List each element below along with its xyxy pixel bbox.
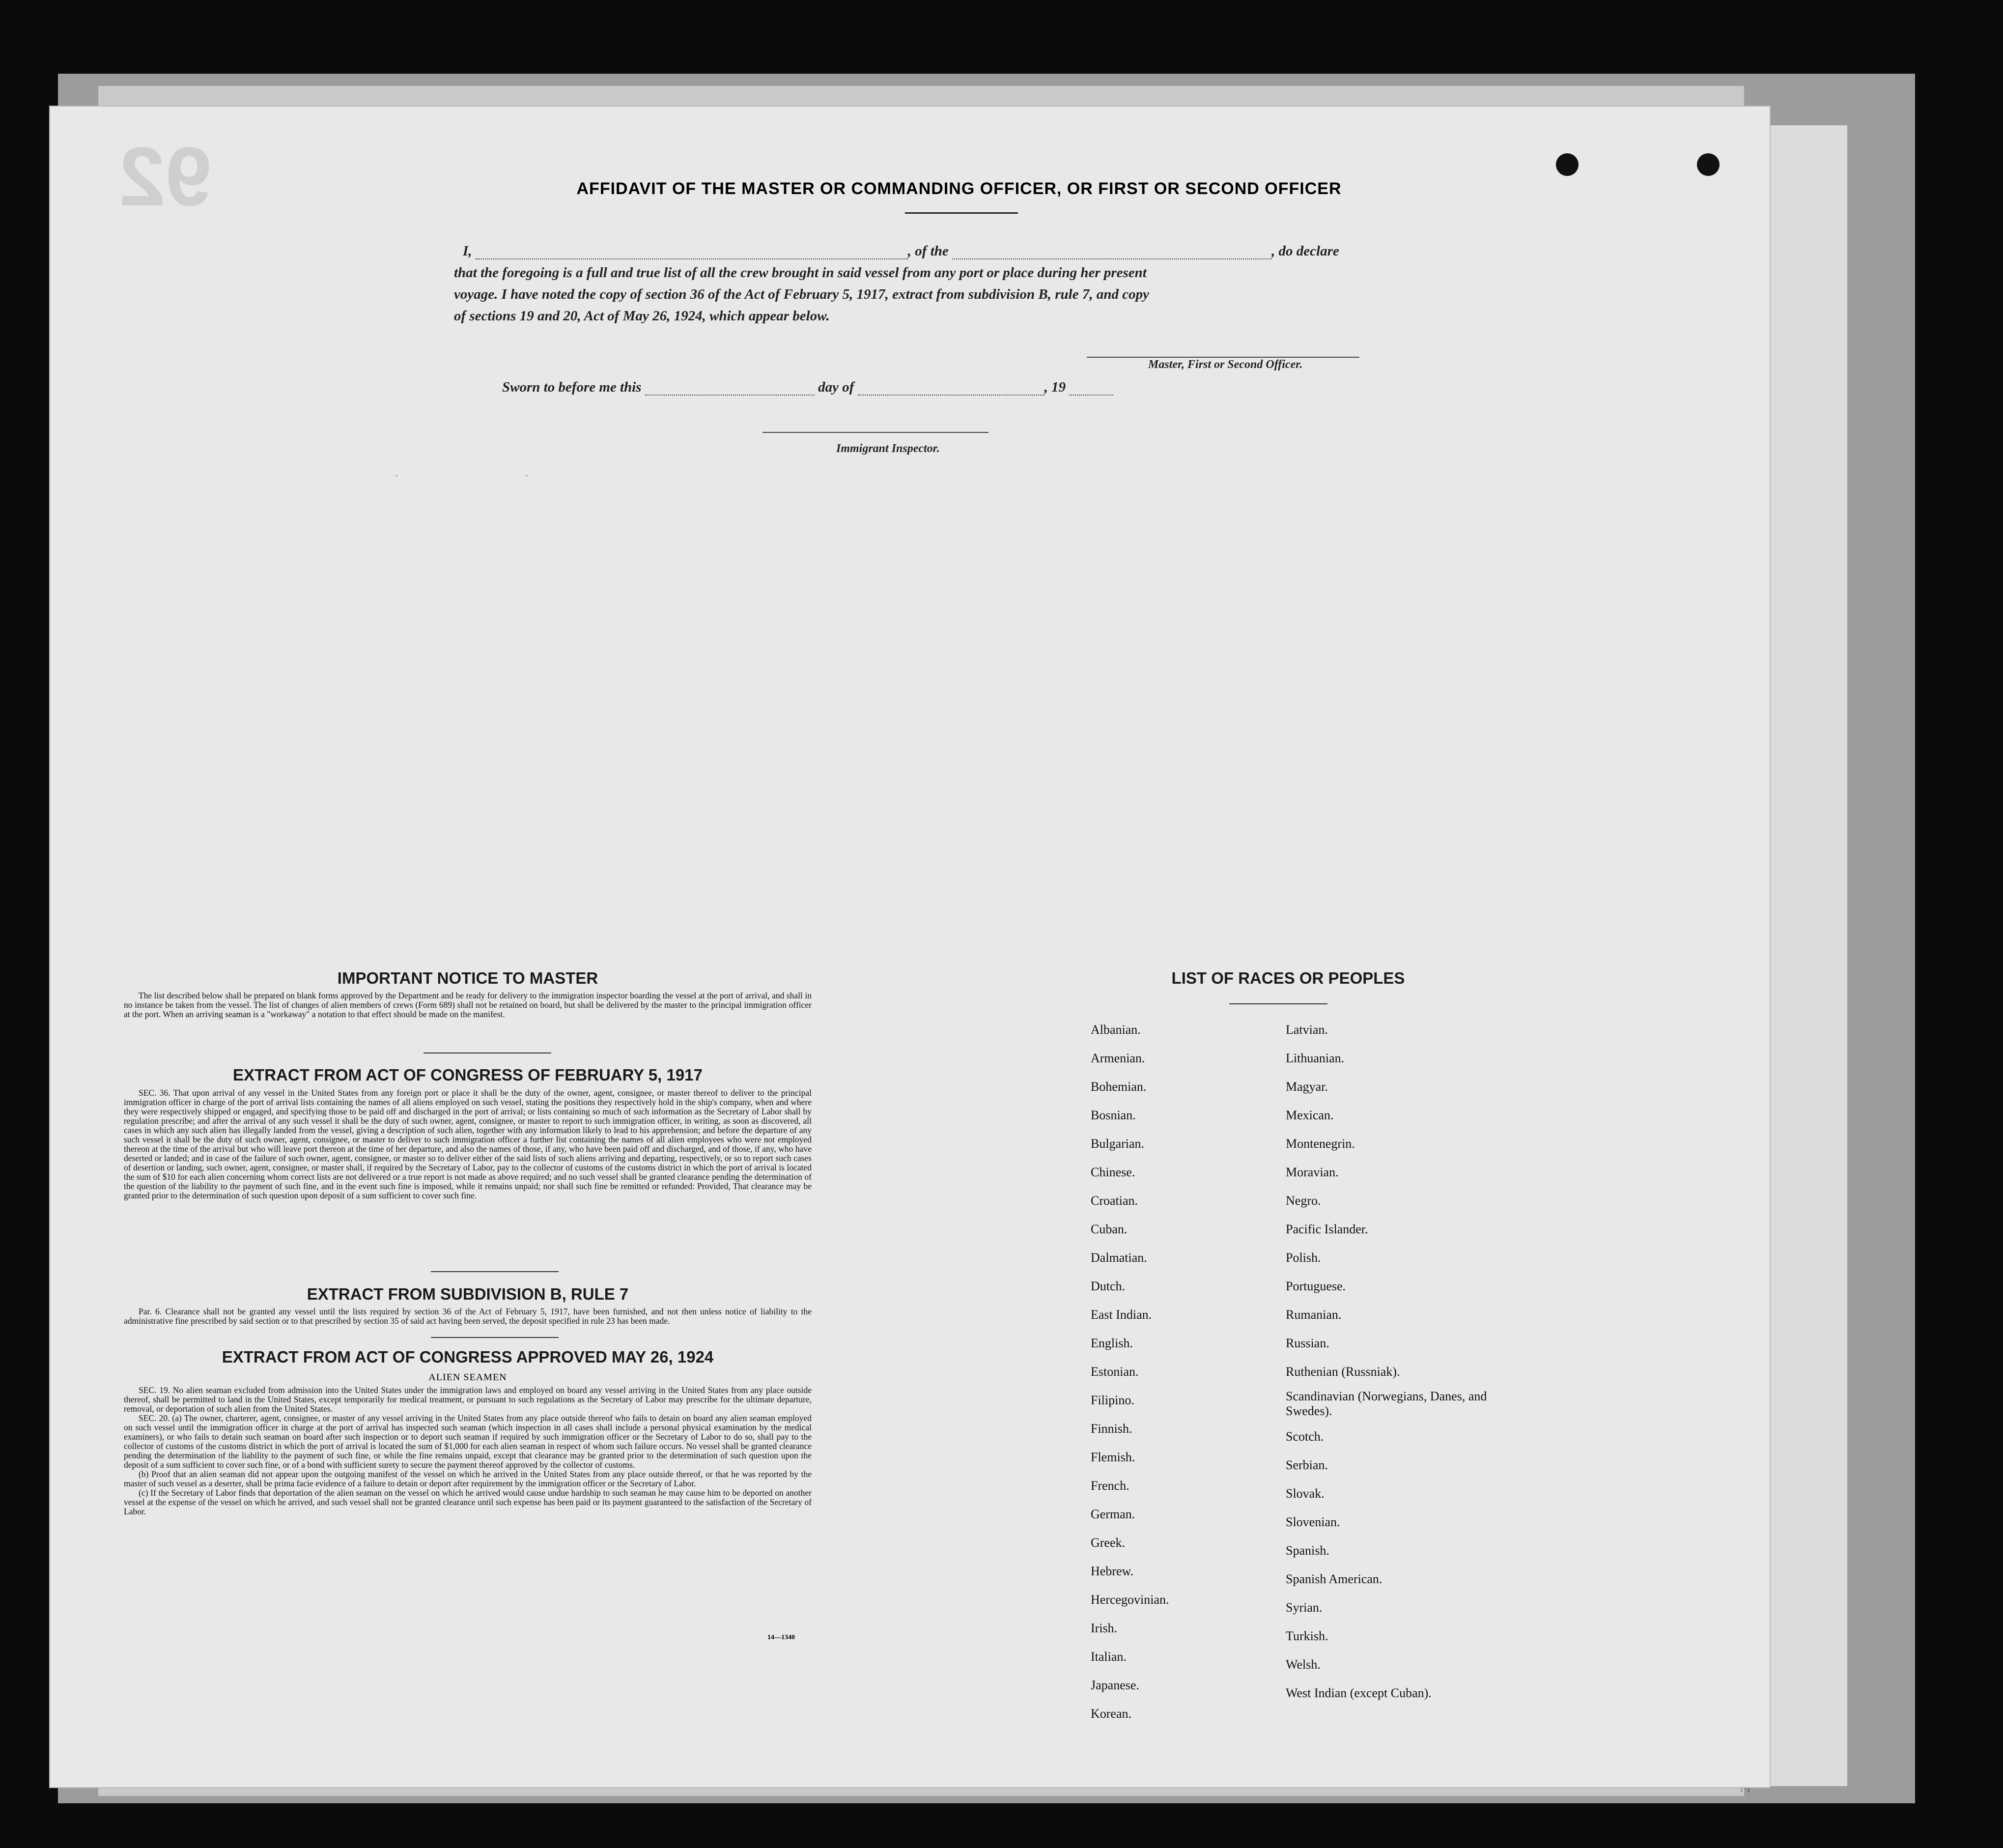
race-item: Dalmatian. [1091,1251,1147,1265]
races-left-column [1091,1016,1277,1728]
extract-1924-title: EXTRACT FROM ACT OF CONGRESS APPROVED MAY 26, 1924 [222,1348,714,1366]
extract-rule7-title: EXTRACT FROM SUBDIVISION B, RULE 7 [307,1285,629,1303]
extract-rule7-rule [431,1337,559,1338]
form-number: 14—1340 [767,1634,795,1641]
race-item: Croatian. [1091,1194,1138,1208]
race-item: Korean. [1091,1706,1132,1721]
race-item: Negro. [1286,1194,1321,1208]
race-item: Polish. [1286,1251,1321,1265]
race-item: German. [1091,1507,1135,1521]
race-item: Japanese. [1091,1678,1139,1692]
affidavit-line1: I, , of the , do declare [463,243,1339,259]
race-item: Hercegovinian. [1091,1592,1169,1607]
punch-hole [1697,153,1720,176]
race-item: Bohemian. [1091,1080,1147,1094]
race-item: Latvian. [1286,1023,1328,1037]
race-item: Slovak. [1286,1486,1325,1501]
race-item: Albanian. [1091,1023,1141,1037]
race-item: Flemish. [1091,1450,1135,1464]
punch-hole [1556,153,1579,176]
extract-1917-text: SEC. 36. That upon arrival of any vessel in the United States from any foreign port or place it shall be the duty of the owner, agent, consignee, or master thereof to deliver to the principal immigration officer in charge of the port of arrival lists containing the names of all aliens employed on such vessel, stating the positions they respectively hold in the ship's company, when and where they were respectively shipped or engaged, and specifying those to be paid off and discharged in the port of arrival; or lists containing so much of such information as the Secretary of Labor shall by regulation prescribe; and after the arrival of any such vessel it shall be the duty of such owner, agent, consignee, or master to report to such immigration officer, in writing, as soon as discovered, all cases in which any such alien has illegally landed from the vessel, giving a description of such alien, together with any information likely to lead to his apprehension; and before the departure of any such vessel it shall be the duty of such owner, agent, consignee, or master to deliver to such immigration officer a further list containing the names of all alien employees who were not employed thereon at the time of the arrival but who will leave port thereon at the time of her departure, and also the names of those, if any, who have been paid off and discharged, and of those, if any, who have deserted or landed; and in case of the failure of such owner, agent, consignee, or master so to deliver either of the said lists of such aliens arriving and departing, respectively, or so to report such cases of desertion or landing, such owner, agent, consignee, or master shall, if required by the Secretary of Labor, pay to the collector of customs of the customs district in which the port of arrival is located the sum of $10 for each alien concerning whom correct lists are not delivered or a true report is not made as above required; and no such vessel shall be granted clearance pending the determination of the question of the liability to the payment of such fine, and in the event such fine is imposed, while it remains unpaid; nor shall such fine be remitted or refunded: Provided, That clearance may be granted prior to the determination of such question upon deposit of a sum sufficient to cover such fine. [124,1088,812,1200]
race-item: Welsh. [1286,1657,1321,1672]
race-item: Bulgarian. [1091,1137,1145,1151]
extract-1924-subtitle: ALIEN SEAMEN [428,1372,507,1383]
race-item: Syrian. [1286,1600,1323,1615]
extract-1917-rule [431,1271,559,1272]
inspector-signature-label: Immigrant Inspector. [836,442,940,455]
affidavit-title: AFFIDAVIT OF THE MASTER OR COMMANDING OFFICER, OR FIRST OR SECOND OFFICER [576,179,1342,198]
race-item: Moravian. [1286,1165,1339,1179]
races-title: LIST OF RACES OR PEOPLES [1171,969,1405,987]
race-item: Slovenian. [1286,1515,1340,1529]
master-signature-label: Master, First or Second Officer. [1148,358,1303,371]
bleed-through-text: · · [394,468,530,484]
affidavit-line4: of sections 19 and 20, Act of May 26, 1924, which appear below. [454,308,830,324]
bleed-through-number: 92 [119,130,212,224]
race-item: Portuguese. [1286,1279,1346,1293]
affidavit-line3: voyage. I have noted the copy of section 36 of the Act of February 5, 1917, extract from subdivision B, rule 7, and copy [454,286,1149,302]
race-item: Irish. [1091,1621,1118,1635]
race-item: Lithuanian. [1286,1051,1345,1065]
race-item: Finnish. [1091,1422,1132,1436]
race-item: Estonian. [1091,1365,1139,1379]
race-item: Serbian. [1286,1458,1328,1472]
race-item: Mexican. [1286,1108,1334,1122]
race-item: Dutch. [1091,1279,1126,1293]
notice-title: IMPORTANT NOTICE TO MASTER [337,969,598,987]
affidavit-line2: that the foregoing is a full and true list of all the crew brought in said vessel from any port or place during her present [454,265,1147,281]
race-item: Ruthenian (Russniak). [1286,1365,1400,1379]
races-right-column [1286,1016,1507,1707]
sworn-line: Sworn to before me this day of , 19 [502,379,1239,396]
title-rule [905,212,1018,214]
extract-1924-text: SEC. 19. No alien seaman excluded from admission into the United States under the immigration laws and employed on board any vessel arriving in the United States from any place outside thereof, shall be permitted to land in the United States, except temporarily for medical treatment, or pursuant to such regulations as the Secretary of Labor may prescribe for the ultimate departure, removal, or deportation of such alien from the United States. SEC. 20. (a) The owner, charterer, agent, consignee, or master of any vessel arriving in the United States from any place outside thereof who fails to detain on board any alien seaman employed on such vessel until the immigration officer in charge at the port of arrival has inspected such seaman (which inspection in all cases shall include a personal physical examination by the medical examiners), or who fails to detain such seaman on board after such inspection or to deport such seaman if required by such immigration officer or the Secretary of Labor to do so, shall pay to the collector of customs of the customs district in which the port of arrival is located the sum of $1,000 for each alien seaman in respect of whom such failure occurs. No vessel shall be granted clearance pending the determination of the liability to the payment of such fine, or while the fine remains unpaid, except that clearance may be granted prior to the determination of such question upon the deposit of a sum sufficient to cover such fine, or of a bond with sufficient surety to secure the payment thereof approved by the collector of customs. (b) Proof that an alien seaman did not appear upon the outgoing manifest of the vessel on which he arrived in the United States from any place outside thereof, or that he was reported by the master of such vessel as a deserter, shall be prima facie evidence of a failure to detain or deport after requirement by the immigration officer or the Secretary of Labor. (c) If the Secretary of Labor finds that deportation of the alien seaman on the vessel on which he arrived would cause undue hardship to such seaman he may cause him to be deported on another vessel at the expense of the vessel on which he arrived, and such vessel shall not be granted clearance until such expense has been paid or its payment guaranteed to the satisfaction of the Secretary of Labor. [124,1385,812,1516]
races-rule [1229,1003,1327,1004]
race-item: Filipino. [1091,1393,1134,1407]
race-item: Hebrew. [1091,1564,1134,1578]
race-item: Bosnian. [1091,1108,1136,1122]
race-item: Montenegrin. [1286,1137,1355,1151]
race-item: Scandinavian (Norwegians, Danes, and Swedes). [1286,1389,1487,1418]
race-item: French. [1091,1478,1129,1493]
race-item: Chinese. [1091,1165,1135,1179]
race-item: Spanish. [1286,1543,1329,1558]
notice-rule [423,1052,551,1053]
race-item: East Indian. [1091,1308,1152,1322]
race-item: Rumanian. [1286,1308,1342,1322]
race-item: Armenian. [1091,1051,1145,1065]
race-item: Turkish. [1286,1629,1328,1643]
notice-text: The list described below shall be prepared on blank forms approved by the Department and be ready for delivery to the immigration inspector boarding the vessel at the port of arrival, and shall in no instance be taken from the vessel. The list of changes of alien members of crews (Form 689) shall not be retained on board, but shall be delivered by the master to the principal immigration officer at the port. When an arriving seaman is a "workaway" a notation to that effect should be made on the manifest. [124,991,812,1019]
extract-rule7-text: Par. 6. Clearance shall not be granted any vessel until the lists required by section 36 of the Act of February 5, 1917, have been furnished, and not then unless notice of liability to the administrative fine prescribed by said section or to that prescribed by section 35 of said act having been served, the deposit specified in rule 23 has been made. [124,1307,812,1326]
race-item: Pacific Islander. [1286,1222,1368,1236]
inspector-signature-line [762,432,988,433]
master-signature-line [1087,357,1359,358]
extract-1917-title: EXTRACT FROM ACT OF CONGRESS OF FEBRUARY 5, 1917 [233,1066,703,1084]
race-item: West Indian (except Cuban). [1286,1686,1432,1700]
race-item: Scotch. [1286,1429,1324,1444]
race-item: English. [1091,1336,1133,1350]
affidavit-page [49,106,1771,1788]
race-item: Spanish American. [1286,1572,1382,1586]
race-item: Greek. [1091,1535,1126,1550]
race-item: Russian. [1286,1336,1329,1350]
race-item: Italian. [1091,1649,1127,1664]
race-item: Cuban. [1091,1222,1128,1236]
race-item: Magyar. [1286,1080,1328,1094]
